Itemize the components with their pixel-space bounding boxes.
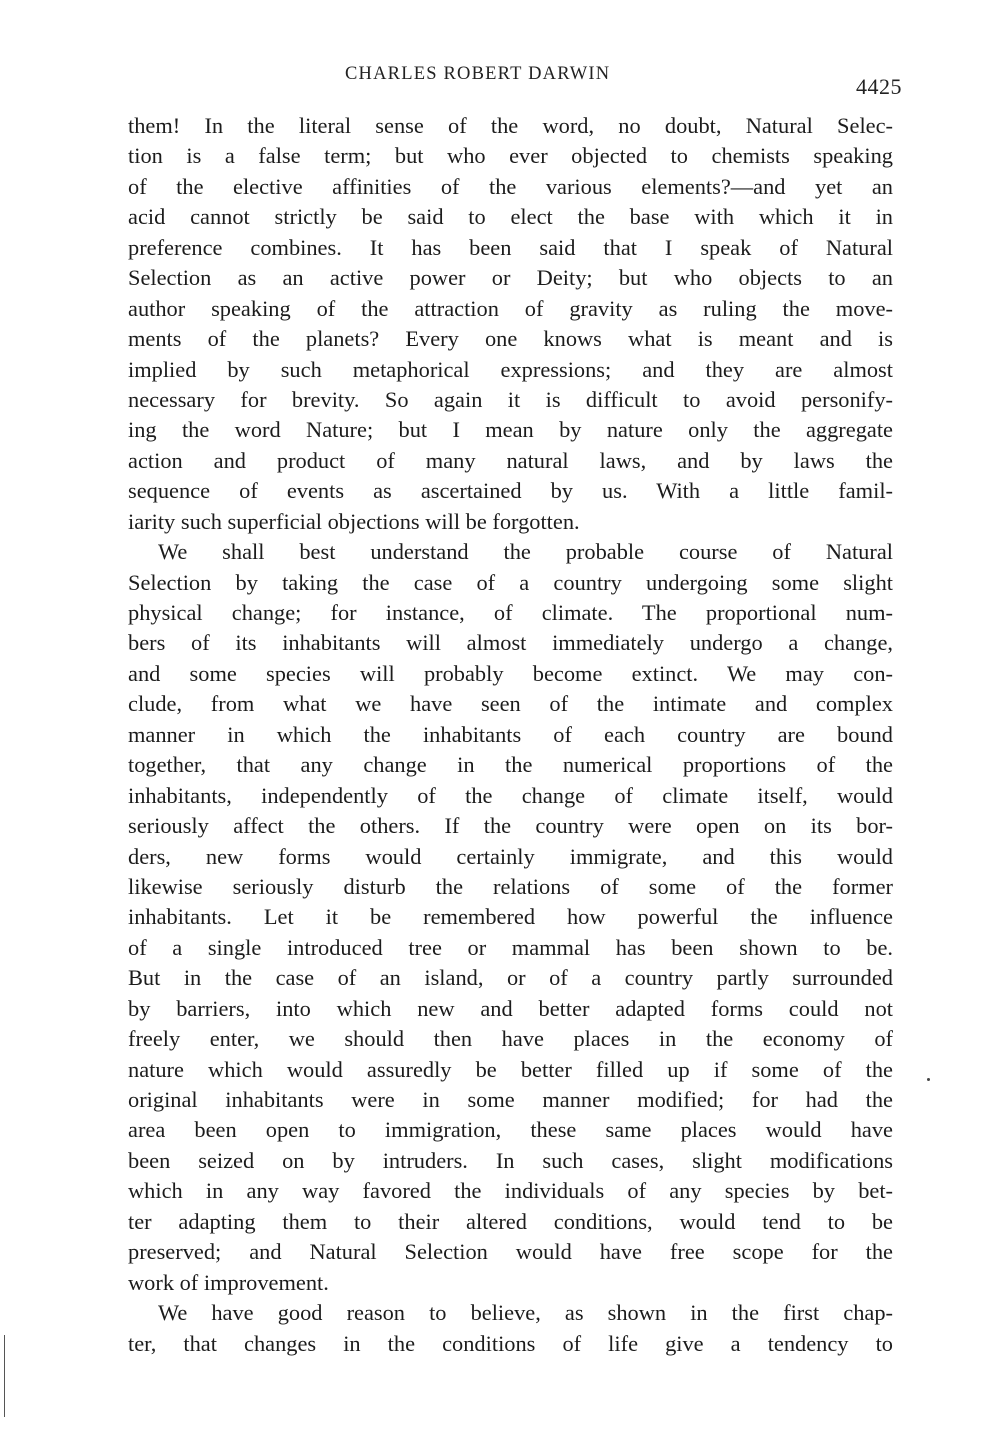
text-line: ter, that changes in the conditions of life give a tendency to [128, 1330, 893, 1356]
text-line: preserved; and Natural Selection would have free scope for the [128, 1239, 893, 1265]
text-line: But in the case of an island, or of a country partly surrounded [128, 965, 893, 991]
text-line: Selection by taking the case of a country undergoing some slight [128, 569, 893, 595]
paragraph [128, 1298, 893, 1359]
text-line: tion is a false term; but who ever objected to chemists speaking [128, 143, 893, 169]
text-line: likewise seriously disturb the relations of some of the former [128, 873, 893, 899]
text-line: author speaking of the attraction of gravity as ruling the move- [128, 295, 893, 321]
text-line: which in any way favored the individuals of any species by bet- [128, 1178, 893, 1204]
text-line: inhabitants. Let it be remembered how powerful the influence [128, 904, 893, 930]
text-line: iarity such superficial objections will be forgotten. [128, 508, 580, 534]
body-text [128, 111, 893, 1359]
text-line: and some species will probably become extinct. We may con- [128, 660, 893, 686]
text-line: together, that any change in the numerical proportions of the [128, 752, 893, 778]
scan-margin-line [4, 1335, 5, 1417]
text-line: seriously affect the others. If the country were open on its bor- [128, 813, 893, 839]
text-line: action and product of many natural laws, and by laws the [128, 447, 893, 473]
text-line: them! In the literal sense of the word, no doubt, Natural Selec- [128, 113, 893, 138]
running-title: CHARLES ROBERT DARWIN [345, 64, 611, 84]
text-line: ders, new forms would certainly immigrate, and this would [128, 843, 893, 869]
text-line: implied by such metaphorical expressions; and they are almost [128, 356, 893, 382]
text-line: ter adapting them to their altered conditions, would tend to be [128, 1208, 893, 1234]
text-line: ing the word Nature; but I mean by nature only the aggregate [128, 417, 893, 443]
text-line: been seized on by intruders. In such cases, slight modifications [128, 1147, 893, 1173]
paragraph [128, 537, 893, 1298]
text-line: by barriers, into which new and better adapted forms could not [128, 995, 893, 1021]
text-line: work of improvement. [128, 1269, 329, 1295]
text-line: area been open to immigration, these same places would have [128, 1117, 893, 1143]
text-line: original inhabitants were in some manner modified; for had the [128, 1087, 893, 1112]
text-line: clude, from what we have seen of the intimate and complex [128, 691, 893, 717]
text-line: nature which would assuredly be better filled up if some of the [128, 1056, 893, 1082]
text-line: We have good reason to believe, as shown in the first chap- [158, 1300, 893, 1326]
text-line: inhabitants, independently of the change of climate itself, would [128, 782, 893, 808]
text-line: physical change; for instance, of climate. The proportional num- [128, 600, 893, 625]
text-line: freely enter, we should then have places in the economy of [128, 1026, 893, 1052]
text-line: We shall best understand the probable course of Natural [158, 539, 893, 565]
text-line: manner in which the inhabitants of each country are bound [128, 721, 893, 747]
text-line: ments of the planets? Every one knows what is meant and is [128, 326, 893, 352]
text-line: of the elective affinities of the various elements?—and yet an [128, 173, 893, 199]
text-line: preference combines. It has been said that I speak of Natural [128, 234, 893, 260]
scan-speck [927, 1078, 930, 1081]
paragraph [128, 111, 893, 537]
text-line: acid cannot strictly be said to elect the base with which it in [128, 204, 893, 230]
page-number: 4425 [856, 74, 902, 99]
text-line: Selection as an active power or Deity; but who objects to an [128, 265, 893, 291]
text-line: of a single introduced tree or mammal has been shown to be. [128, 934, 893, 960]
text-line: necessary for brevity. So again it is difficult to avoid personify- [128, 386, 893, 412]
text-line: sequence of events as ascertained by us. With a little famil- [128, 478, 893, 504]
text-line: bers of its inhabitants will almost immediately undergo a change, [128, 630, 893, 656]
page-header [0, 62, 1000, 102]
